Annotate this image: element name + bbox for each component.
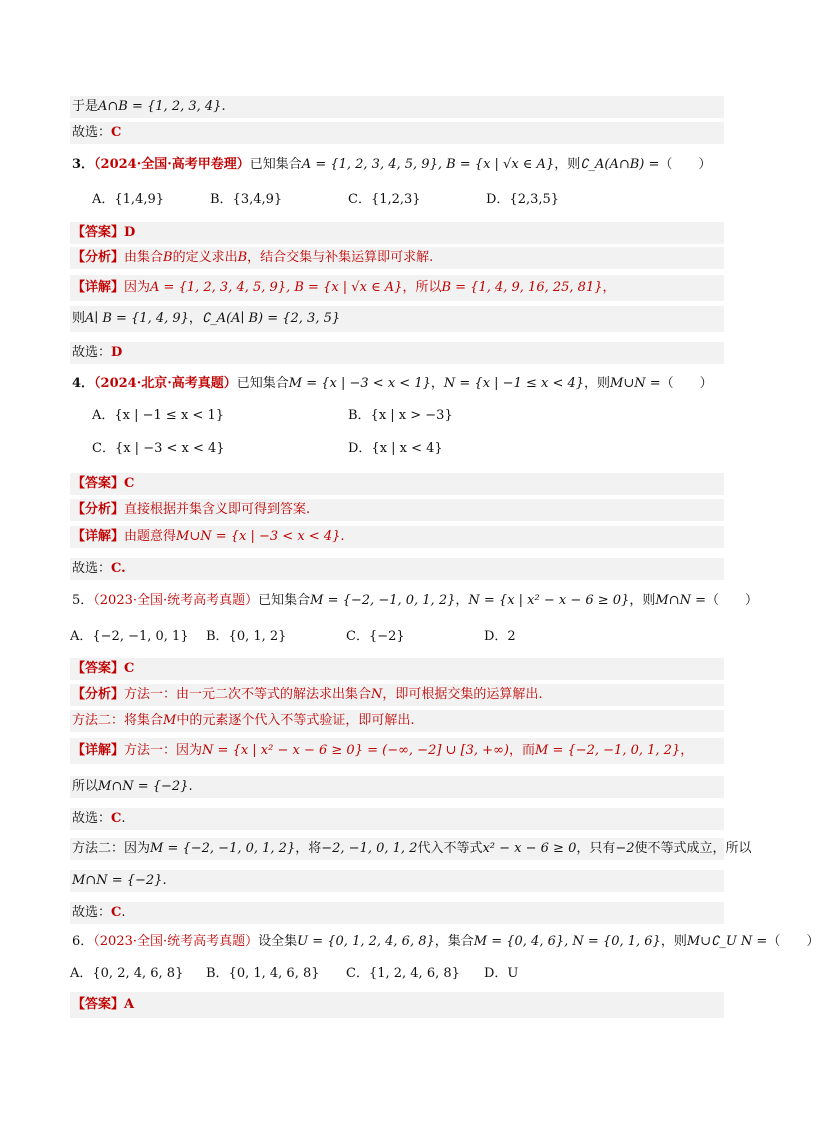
answer-option: D．U bbox=[484, 966, 519, 981]
text-run: 【答案】 bbox=[72, 661, 125, 676]
text-run: 由集合 bbox=[124, 250, 164, 265]
text-run: M∩N = {−2} bbox=[72, 873, 163, 888]
text-run: A = {1, 2, 3, 4, 5, 9}, B = {x | √x ∈ A} bbox=[150, 280, 403, 295]
text-run: ， bbox=[455, 593, 469, 608]
text-run: M = {−2, −1, 0, 1, 2} bbox=[535, 743, 681, 758]
text-run: M∪N = bbox=[610, 376, 661, 391]
text-run: 故选： bbox=[72, 561, 112, 576]
text-run: 【分析】 bbox=[72, 250, 125, 265]
text-run: C bbox=[111, 125, 122, 140]
text-run: 直接根据并集含义即可得到答案. bbox=[124, 502, 311, 517]
text-run: 故选： bbox=[72, 125, 112, 140]
answer-option: A．{0, 2, 4, 6, 8} bbox=[70, 966, 184, 981]
text-line bbox=[70, 838, 752, 860]
text-line bbox=[70, 342, 724, 364]
answer-option: C．{1,2,3} bbox=[348, 192, 421, 207]
text-run: （2024·北京·高考真题） bbox=[94, 376, 237, 391]
text-line bbox=[70, 96, 724, 118]
text-line bbox=[70, 590, 758, 612]
text-run: A∩B = {1, 2, 3, 4} bbox=[98, 99, 222, 114]
text-run: B bbox=[237, 250, 248, 265]
text-run: 使不等式成立，所以 bbox=[634, 841, 752, 856]
text-line bbox=[70, 473, 724, 495]
text-run: 已知集合 bbox=[236, 376, 289, 391]
text-run: （ ） bbox=[705, 593, 758, 608]
text-run: 故选： bbox=[72, 345, 112, 360]
text-line bbox=[70, 499, 724, 521]
answer-option: A．{x | −1 ≤ x < 1} bbox=[92, 408, 224, 423]
text-run: 故选： bbox=[72, 905, 112, 920]
text-run: M∪∁_U N = bbox=[686, 934, 768, 949]
text-run: ，则 bbox=[660, 934, 687, 949]
text-run: D bbox=[124, 225, 136, 240]
answer-option: B．{0, 1, 2} bbox=[206, 629, 287, 644]
text-run: M = {−2, −1, 0, 1, 2} bbox=[150, 841, 296, 856]
text-line bbox=[70, 931, 819, 953]
text-run: N = {x | x² − x − 6 ≥ 0} = (−∞, −2] ∪ [3, +∞) bbox=[202, 743, 509, 758]
answer-option: A．{−2, −1, 0, 1} bbox=[70, 629, 189, 644]
text-run: 设全集 bbox=[258, 934, 298, 949]
text-line bbox=[70, 373, 724, 395]
text-run: 【详解】 bbox=[72, 529, 125, 544]
text-line bbox=[70, 438, 724, 460]
text-run: C bbox=[111, 905, 122, 920]
text-run: ， bbox=[680, 743, 694, 758]
text-run: . bbox=[188, 779, 193, 794]
text-line bbox=[70, 776, 724, 798]
text-run: C bbox=[124, 661, 135, 676]
text-run: 【答案】 bbox=[72, 476, 125, 491]
answer-option: C．{1, 2, 4, 6, 8} bbox=[346, 966, 460, 981]
text-run: ，集合 bbox=[434, 934, 474, 949]
text-run: 方法一：由一元二次不等式的解法求出集合 bbox=[124, 687, 372, 702]
text-line bbox=[70, 275, 724, 301]
text-run: . bbox=[121, 905, 126, 920]
text-run: 代入不等式 bbox=[417, 841, 483, 856]
text-line bbox=[70, 963, 724, 985]
text-run: −2 bbox=[615, 841, 635, 856]
text-run: D bbox=[111, 345, 123, 360]
text-run: N bbox=[371, 687, 383, 702]
text-line bbox=[70, 189, 724, 211]
text-run: 由题意得 bbox=[124, 529, 177, 544]
text-line bbox=[70, 658, 724, 680]
answer-option: D．2 bbox=[484, 629, 516, 644]
text-run: ，而 bbox=[508, 743, 535, 758]
text-run: ， bbox=[188, 311, 202, 326]
text-run: M = {−2, −1, 0, 1, 2} bbox=[310, 593, 456, 608]
text-run: 【分析】 bbox=[72, 502, 125, 517]
text-line bbox=[70, 710, 724, 732]
text-run: 4． bbox=[72, 376, 95, 391]
text-run: 【分析】 bbox=[72, 687, 125, 702]
text-run: 6． bbox=[72, 934, 94, 949]
text-run: . bbox=[162, 873, 167, 888]
text-run: A bbox=[124, 997, 135, 1012]
text-run: −2, −1, 0, 1, 2 bbox=[321, 841, 418, 856]
text-line bbox=[70, 247, 724, 269]
text-run: A∣ B = {1, 4, 9} bbox=[85, 311, 189, 326]
text-run: ，只有 bbox=[576, 841, 616, 856]
text-run: 故选： bbox=[72, 811, 112, 826]
text-run: 方法二：因为 bbox=[72, 841, 151, 856]
answer-option: C．{−2} bbox=[346, 629, 405, 644]
text-run: x² − x − 6 ≥ 0 bbox=[482, 841, 577, 856]
text-run: （ ） bbox=[767, 934, 819, 949]
text-run: 已知集合 bbox=[258, 593, 311, 608]
text-line bbox=[70, 626, 724, 648]
text-run: ， bbox=[602, 280, 616, 295]
text-run: 中的元素逐个代入不等式验证，即可解出. bbox=[176, 713, 415, 728]
text-run: （2024·全国·高考甲卷理） bbox=[94, 157, 250, 172]
text-run: （2023·全国·统考高考真题） bbox=[93, 593, 259, 608]
text-run: ，即可根据交集的运算解出. bbox=[382, 687, 543, 702]
text-run: （2023·全国·统考高考真题） bbox=[93, 934, 259, 949]
text-run: 【详解】 bbox=[72, 743, 125, 758]
answer-option: B．{x | x > −3} bbox=[348, 408, 453, 423]
text-line bbox=[70, 992, 724, 1018]
text-run: 5． bbox=[72, 593, 94, 608]
answer-option: A．{1,4,9} bbox=[92, 192, 165, 207]
text-run: 【答案】 bbox=[72, 997, 125, 1012]
text-run: 则 bbox=[72, 311, 86, 326]
text-run: 【详解】 bbox=[72, 280, 125, 295]
answer-option: D．{x | x < 4} bbox=[348, 441, 443, 456]
text-run: ， bbox=[430, 376, 444, 391]
text-run: C bbox=[124, 476, 135, 491]
text-run: 所以 bbox=[72, 779, 99, 794]
text-line bbox=[70, 870, 724, 892]
text-run: B = {1, 4, 9, 16, 25, 81} bbox=[441, 280, 603, 295]
text-line bbox=[70, 222, 724, 244]
text-run: 3． bbox=[72, 157, 95, 172]
text-run: M bbox=[163, 713, 177, 728]
text-run: ，则 bbox=[629, 593, 656, 608]
answer-option: C．{x | −3 < x < 4} bbox=[92, 441, 225, 456]
text-run: M∪N = {x | −3 < x < 4} bbox=[176, 529, 341, 544]
text-run: 于是 bbox=[72, 99, 99, 114]
text-run: C bbox=[111, 811, 122, 826]
text-run: ，则 bbox=[554, 157, 581, 172]
answer-option: D．{2,3,5} bbox=[486, 192, 560, 207]
text-run: ，将 bbox=[295, 841, 322, 856]
text-line bbox=[70, 526, 724, 548]
text-line bbox=[70, 808, 724, 830]
text-run: U = {0, 1, 2, 4, 6, 8} bbox=[297, 934, 435, 949]
text-run: 【答案】 bbox=[72, 225, 125, 240]
text-run: 的定义求出 bbox=[172, 250, 238, 265]
text-run: 方法一：因为 bbox=[124, 743, 203, 758]
text-run: 方法二：将集合 bbox=[72, 713, 164, 728]
text-run: C. bbox=[111, 561, 126, 576]
text-line bbox=[70, 558, 724, 580]
text-run: 因为 bbox=[124, 280, 151, 295]
text-line bbox=[70, 902, 724, 924]
text-run: ∁_A(A∣ B) = {2, 3, 5} bbox=[201, 311, 341, 326]
text-run: . bbox=[221, 99, 226, 114]
text-run: N = {x | x² − x − 6 ≥ 0} bbox=[468, 593, 630, 608]
text-line bbox=[70, 684, 724, 706]
text-run: M = {0, 4, 6}, N = {0, 1, 6} bbox=[473, 934, 661, 949]
text-line bbox=[70, 306, 724, 332]
text-run: 已知集合 bbox=[249, 157, 302, 172]
text-run: ∁_A(A∩B) = bbox=[580, 157, 660, 172]
answer-option: B．{0, 1, 4, 6, 8} bbox=[206, 966, 320, 981]
text-run: . bbox=[121, 811, 126, 826]
text-run: M∩N = bbox=[655, 593, 706, 608]
text-run: M = {x | −3 < x < 1} bbox=[288, 376, 431, 391]
text-run: A = {1, 2, 3, 4, 5, 9}, B = {x | √x ∈ A} bbox=[301, 157, 555, 172]
text-run: （ ） bbox=[659, 157, 712, 172]
text-run: ，结合交集与补集运算即可求解. bbox=[247, 250, 434, 265]
text-run: ，则 bbox=[584, 376, 611, 391]
text-run: M∩N = {−2} bbox=[98, 779, 189, 794]
text-run: （ ） bbox=[660, 376, 713, 391]
text-line bbox=[70, 738, 724, 764]
answer-option: B．{3,4,9} bbox=[210, 192, 283, 207]
text-line bbox=[70, 122, 724, 144]
text-run: N = {x | −1 ≤ x < 4} bbox=[443, 376, 585, 391]
text-line bbox=[70, 405, 724, 427]
text-run: B bbox=[163, 250, 173, 265]
text-run: . bbox=[340, 529, 345, 544]
text-line bbox=[70, 154, 724, 176]
text-run: ，所以 bbox=[402, 280, 442, 295]
